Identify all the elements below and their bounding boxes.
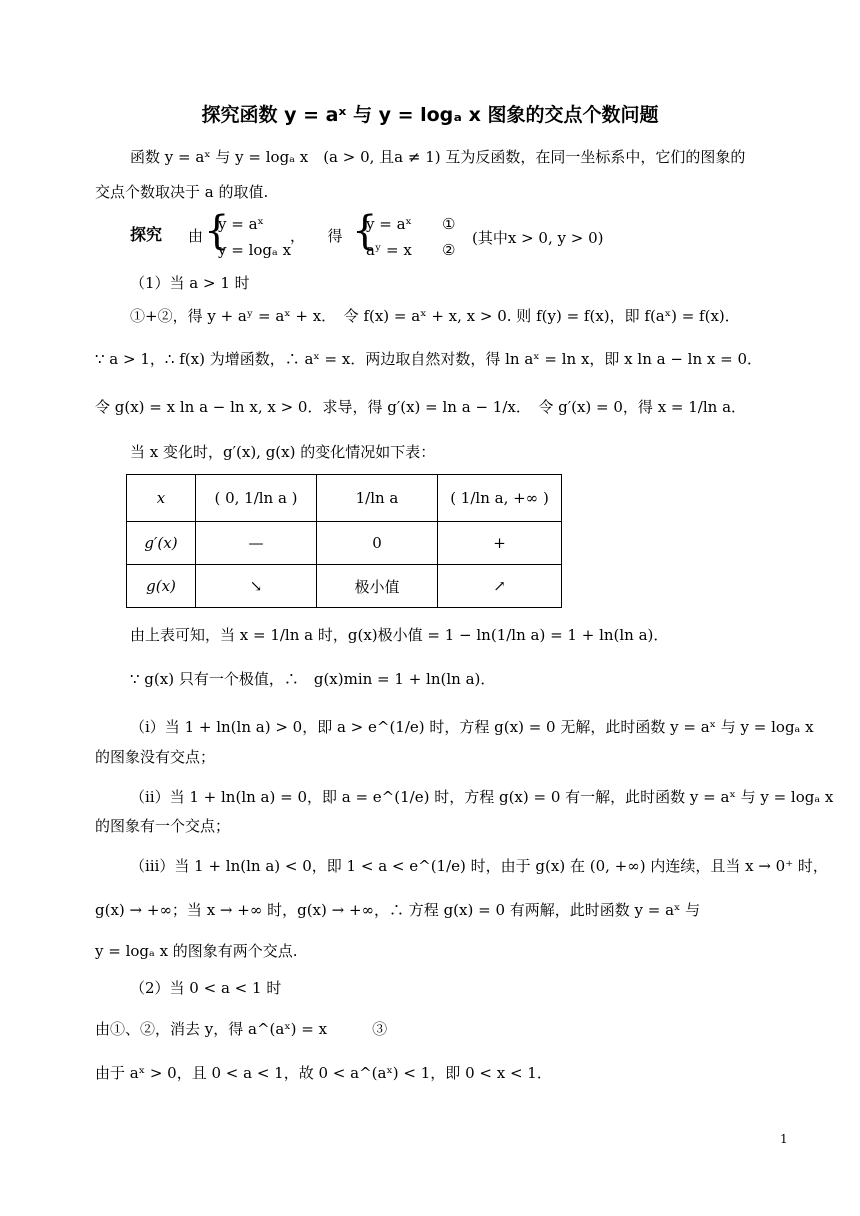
derivation-line-4: 当 x 变化时，g′(x), g(x) 的变化情况如下表： <box>130 443 436 461</box>
derivation-line-3: 令 g(x) = x ln a − ln x, x > 0．求导，得 g′(x) = ln a − 1/x． 令 g′(x) = 0，得 x = 1/ln a． <box>95 398 747 416</box>
table-row <box>127 522 562 565</box>
page-number: 1 <box>780 1132 788 1146</box>
table-cell: 0 <box>317 522 438 565</box>
case-2-heading: （2）当 0 < a < 1 时 <box>130 979 282 997</box>
table-cell: ( 1/ln a, +∞ ) <box>438 475 562 522</box>
table-row <box>127 475 562 522</box>
table-cell: g(x) <box>127 565 196 608</box>
table-cell: x <box>127 475 196 522</box>
case-2-line-1: 由①、②，消去 y，得 a^(aˣ) = x ③ <box>95 1020 388 1038</box>
table-cell: ( 0, 1/ln a ) <box>196 475 317 522</box>
equation-mark-1: ① <box>442 215 456 233</box>
explore-you: 由 <box>188 227 204 245</box>
table-cell: — <box>196 522 317 565</box>
page-title: 探究函数 y = aˣ 与 y = logₐ x 图象的交点个数问题 <box>201 104 659 126</box>
explore-de: ， 得 <box>290 227 343 245</box>
subcase-ii-line-1: （ⅱ）当 1 + ln(ln a) = 0，即 a = e^(1/e) 时，方程 g(x) = 0 有一解，此时函数 y = aˣ 与 y = logₐ x <box>130 788 834 806</box>
subcase-iii-line-1: （ⅲ）当 1 + ln(ln a) < 0，即 1 < a < e^(1/e) 时，由于 g(x) 在 (0, +∞) 内连续，且当 x → 0⁺ 时， <box>130 857 828 875</box>
system1-eq1: y = aˣ <box>218 215 264 233</box>
table-row <box>127 565 562 608</box>
intro-line-2: 交点个数取决于 a 的取值. <box>95 183 269 201</box>
table-cell: ↘ <box>196 565 317 608</box>
subcase-i-line-1: （ⅰ）当 1 + ln(ln a) > 0，即 a > e^(1/e) 时，方程 g(x) = 0 无解，此时函数 y = aˣ 与 y = logₐ x <box>130 718 814 736</box>
equation-mark-2: ② <box>442 241 456 259</box>
left-brace: { <box>352 208 378 254</box>
minimum-line: ∵ g(x) 只有一个极值，∴ g(x)min = 1 + ln(ln a)． <box>130 670 496 688</box>
subcase-iii-line-3: y = logₐ x 的图象有两个交点. <box>95 942 298 960</box>
subcase-ii-line-2: 的图象有一个交点； <box>95 817 231 835</box>
table-cell: g′(x) <box>127 522 196 565</box>
subcase-iii-line-2: g(x) → +∞；当 x → +∞ 时，g(x) → +∞，∴ 方程 g(x) = 0 有两解，此时函数 y = aˣ 与 <box>95 901 701 919</box>
case-2-line-2: 由于 aˣ > 0，且 0 < a < 1，故 0 < a^(aˣ) < 1，即 0 < x < 1． <box>95 1064 552 1082</box>
table-cell: 1/ln a <box>317 475 438 522</box>
explore-label: 探究 <box>130 225 163 244</box>
derivation-line-2: ∵ a > 1，∴ f(x) 为增函数，∴ aˣ = x．两边取自然对数，得 ln aˣ = ln x，即 x ln a − ln x = 0． <box>95 350 763 368</box>
system2-eq1: y = aˣ <box>366 215 412 233</box>
intro-line-1: 函数 y = aˣ 与 y = logₐ x (a > 0, 且a ≠ 1) 互为反函数，在同一坐标系中，它们的图象的 <box>130 148 746 166</box>
left-brace: { <box>204 208 230 254</box>
derivation-line-1: ①+②，得 y + aʸ = aˣ + x． 令 f(x) = aˣ + x, x > 0. 则 f(y) = f(x)，即 f(aˣ) = f(x)． <box>130 307 740 325</box>
case-1-heading: （1）当 a > 1 时 <box>130 274 250 292</box>
system1-eq2: y = logₐ x <box>218 241 292 259</box>
table-cell: 极小值 <box>317 565 438 608</box>
variation-table <box>126 474 562 608</box>
system2-eq2: aʸ = x <box>366 241 412 259</box>
table-cell: + <box>438 522 562 565</box>
table-conclusion-line: 由上表可知，当 x = 1/ln a 时，g(x)极小值 = 1 − ln(1/ln a) = 1 + ln(ln a)． <box>130 626 669 644</box>
subcase-i-line-2: 的图象没有交点； <box>95 748 216 766</box>
table-cell: ↗ <box>438 565 562 608</box>
explore-condition: (其中x > 0, y > 0) <box>472 229 604 247</box>
